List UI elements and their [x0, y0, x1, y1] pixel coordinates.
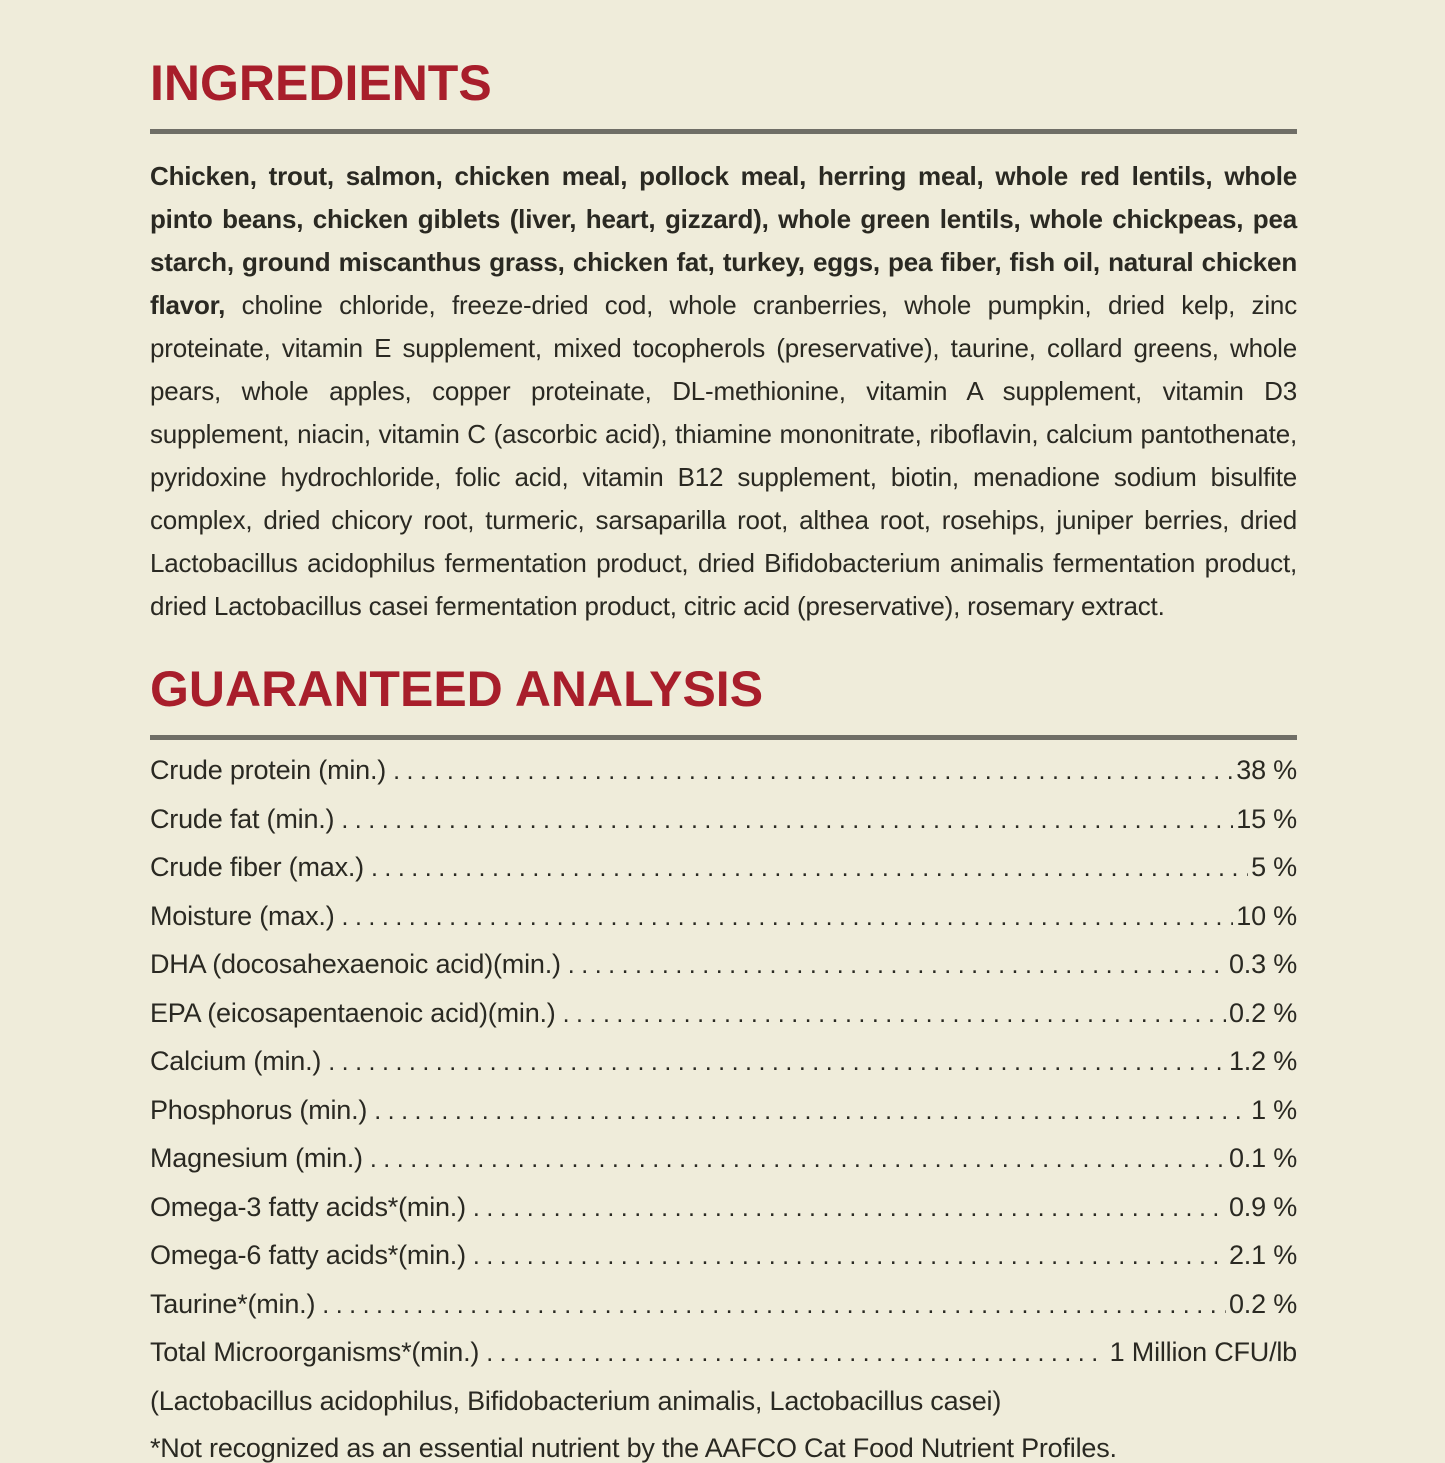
analysis-label: Taurine*(min.) — [150, 1288, 316, 1319]
analysis-label: Magnesium (min.) — [150, 1143, 363, 1173]
ingredients-secondary-list: choline chloride, freeze-dried cod, whole cranberries, whole pumpkin, dried kelp, zinc proteinate, vitamin E supplement, mixed tocopherols (preservative), taurine, collard greens, whole pears, whole apples, copper proteinate, DL-methionine, vitamin A supplement, vitamin D3 supplement, niacin, vitamin C (ascorbic acid), thiamine mononitrate, riboflavin, calcium pantothenate, pyridoxine hydrochloride, folic acid, vitamin B12 supplement, biotin, menadione sodium bisulfite complex, dried chicory root, turmeric, sarsaparilla root, althea root, rosehips, juniper berries, dried Lactobacillus acidophilus fermentation product, dried Bifidobacterium animalis fermentation product, dried Lactobacillus casei fermentation product, citric acid (preservative), rosemary extract. — [150, 290, 1297, 621]
guaranteed-analysis-table — [150, 756, 1297, 1462]
analysis-value: 1.2 % — [1228, 1046, 1297, 1076]
analysis-row — [150, 756, 1297, 785]
analysis-label: Crude protein (min.) — [150, 755, 387, 785]
analysis-value: 0.1 % — [1228, 1143, 1297, 1173]
dot-leader — [371, 853, 1248, 882]
microorganisms-detail: (Lactobacillus acidophilus, Bifidobacterium animalis, Lactobacillus casei) — [150, 1385, 1002, 1416]
aafco-footnote: *Not recognized as an essential nutrient by the AAFCO Cat Food Nutrient Profiles. — [150, 1433, 1117, 1463]
analysis-label: EPA (eicosapentaenoic acid)(min.) — [150, 997, 556, 1028]
analysis-row — [150, 1241, 1297, 1270]
analysis-value: 1 % — [1251, 1094, 1297, 1125]
analysis-row — [150, 853, 1297, 882]
analysis-value: 0.9 % — [1228, 1191, 1297, 1222]
analysis-label: Crude fat (min.) — [150, 803, 335, 834]
guaranteed-analysis-divider — [150, 735, 1297, 740]
analysis-value: 15 % — [1236, 803, 1297, 834]
analysis-value: 2.1 % — [1228, 1240, 1297, 1270]
analysis-row — [150, 1290, 1297, 1319]
dot-leader — [341, 805, 1233, 834]
dot-leader — [393, 756, 1233, 785]
analysis-label: Phosphorus (min.) — [150, 1094, 368, 1125]
analysis-label: DHA (docosahexaenoic acid)(min.) — [150, 949, 561, 979]
ingredients-text — [150, 155, 1297, 628]
analysis-row — [150, 1338, 1297, 1367]
analysis-row — [150, 1144, 1297, 1173]
analysis-row — [150, 950, 1297, 979]
guaranteed-analysis-heading: GUARANTEED ANALYSIS — [150, 661, 764, 717]
ingredients-divider — [150, 129, 1297, 134]
dot-leader — [486, 1338, 1106, 1367]
analysis-value: 5 % — [1251, 852, 1297, 882]
dot-leader — [473, 1193, 1226, 1222]
ingredients-heading: INGREDIENTS — [150, 55, 492, 111]
analysis-label: Crude fiber (max.) — [150, 852, 364, 882]
dot-leader — [374, 1096, 1248, 1125]
analysis-value: 38 % — [1236, 755, 1297, 785]
analysis-label: Total Microorganisms*(min.) — [150, 1337, 480, 1367]
dot-leader — [342, 902, 1234, 931]
dot-leader — [328, 1047, 1226, 1076]
analysis-value: 0.2 % — [1228, 1288, 1297, 1319]
analysis-row — [150, 1096, 1297, 1125]
ingredients-primary-list: Chicken, trout, salmon, chicken meal, pollock meal, herring meal, whole red lentils, whole pinto beans, chicken giblets (liver, heart, gizzard), whole green lentils, whole chickpeas, pea starch, ground miscanthus grass, chicken fat, turkey, eggs, pea fiber, fish oil, natural chicken flavor, — [150, 161, 1297, 320]
dot-leader — [568, 950, 1226, 979]
analysis-row — [150, 1047, 1297, 1076]
analysis-label: Omega-3 fatty acids*(min.) — [150, 1191, 466, 1222]
dot-leader — [370, 1144, 1226, 1173]
analysis-row — [150, 1193, 1297, 1222]
analysis-row — [150, 902, 1297, 931]
dot-leader — [563, 999, 1226, 1028]
analysis-value: 0.2 % — [1228, 997, 1297, 1028]
analysis-value: 10 % — [1236, 900, 1297, 931]
analysis-value: 1 Million CFU/lb — [1109, 1337, 1297, 1367]
analysis-value: 0.3 % — [1228, 949, 1297, 979]
analysis-row — [150, 999, 1297, 1028]
analysis-label: Omega-6 fatty acids*(min.) — [150, 1240, 466, 1270]
analysis-label: Calcium (min.) — [150, 1046, 322, 1076]
dot-leader — [322, 1290, 1226, 1319]
analysis-row — [150, 805, 1297, 834]
analysis-label: Moisture (max.) — [150, 900, 335, 931]
dot-leader — [473, 1241, 1226, 1270]
